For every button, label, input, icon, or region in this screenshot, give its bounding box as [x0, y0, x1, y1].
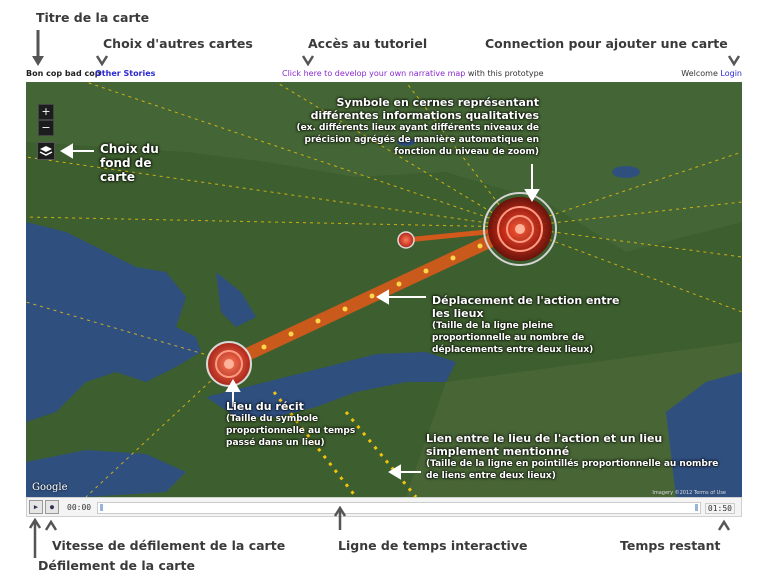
- remaining-time: 01:50: [705, 503, 735, 514]
- ring-symbol-large[interactable]: [484, 193, 556, 265]
- annotation-time-remaining: Temps restant: [620, 538, 721, 553]
- tutorial-link[interactable]: Click here to develop your own narrative map: [282, 69, 466, 78]
- annotation-map-title: Titre de la carte: [36, 10, 150, 25]
- place-symbol-left[interactable]: [207, 342, 251, 386]
- annotation-other-maps: Choix d'autres cartes: [103, 36, 253, 51]
- timeline-bar: [26, 497, 742, 517]
- note-mention-title: Lien entre le lieu de l'action et un lieu simplement mentionné: [426, 432, 663, 458]
- annotation-login-to-add: Connection pour ajouter une carte: [485, 36, 728, 51]
- note-mention-desc: (Taille de la ligne en pointillés proportionnelle au nombre de liens entre deux lieux): [426, 459, 719, 481]
- arrow-up-icon: [333, 506, 347, 534]
- other-stories-link[interactable]: Other Stories: [95, 69, 156, 78]
- note-ring-desc: (ex. différents lieux ayant différents niveaux de précision agrégés de manière automatique en fonction du niveau de zoom): [296, 123, 539, 157]
- elapsed-time: 00:00: [67, 503, 92, 512]
- arrow-up-icon: [717, 518, 731, 536]
- note-place: [226, 400, 386, 449]
- speed-button[interactable]: ●: [45, 500, 59, 514]
- play-button[interactable]: ▶: [29, 500, 43, 514]
- welcome-area: [681, 69, 742, 78]
- note-place-title: Lieu du récit: [226, 400, 304, 413]
- note-movement-title: Déplacement de l'action entre les lieux: [432, 294, 620, 320]
- note-movement: [432, 294, 622, 356]
- map-view[interactable]: [26, 82, 742, 497]
- place-symbol-small[interactable]: [398, 232, 414, 248]
- arrow-down-icon: [30, 28, 46, 68]
- zoom-in-button[interactable]: +: [38, 104, 54, 120]
- welcome-text: Welcome: [681, 69, 718, 78]
- timeline-end-handle[interactable]: [695, 504, 698, 511]
- app-topbar: [26, 66, 742, 82]
- google-logo: Google: [32, 482, 68, 493]
- annotation-interactive-timeline: Ligne de temps interactive: [338, 538, 528, 553]
- tutorial-line: [282, 69, 544, 78]
- login-link[interactable]: Login: [720, 69, 742, 78]
- map-credits[interactable]: Imagery ©2012 Terms of Use: [652, 490, 726, 496]
- note-ring-title: Symbole en cernes représentant différentes informations qualitatives: [310, 96, 539, 122]
- note-basemap: Choix du fond de carte: [100, 142, 159, 184]
- note-place-desc: (Taille du symbole proportionnelle au temps passé dans un lieu): [226, 414, 356, 448]
- annotation-playback-speed: Vitesse de défilement de la carte: [52, 538, 286, 553]
- arrow-up-icon: [44, 518, 58, 536]
- note-mention: [426, 432, 726, 482]
- layers-icon: [38, 143, 54, 159]
- timeline-start-handle[interactable]: [100, 504, 103, 511]
- arrow-up-icon: [28, 518, 42, 562]
- note-movement-desc: (Taille de la ligne pleine proportionnelle au nombre de déplacements entre deux lieux): [432, 321, 594, 355]
- tutorial-suffix: with this prototype: [467, 69, 544, 78]
- annotation-tutorial-access: Accès au tutoriel: [308, 36, 428, 51]
- zoom-out-button[interactable]: −: [38, 120, 54, 136]
- story-title: Bon cop bad cop: [26, 69, 101, 78]
- note-ring-symbol: [271, 96, 539, 158]
- layers-button[interactable]: [37, 142, 55, 160]
- annotation-map-playback: Défilement de la carte: [38, 558, 195, 573]
- timeline-track[interactable]: [97, 502, 701, 514]
